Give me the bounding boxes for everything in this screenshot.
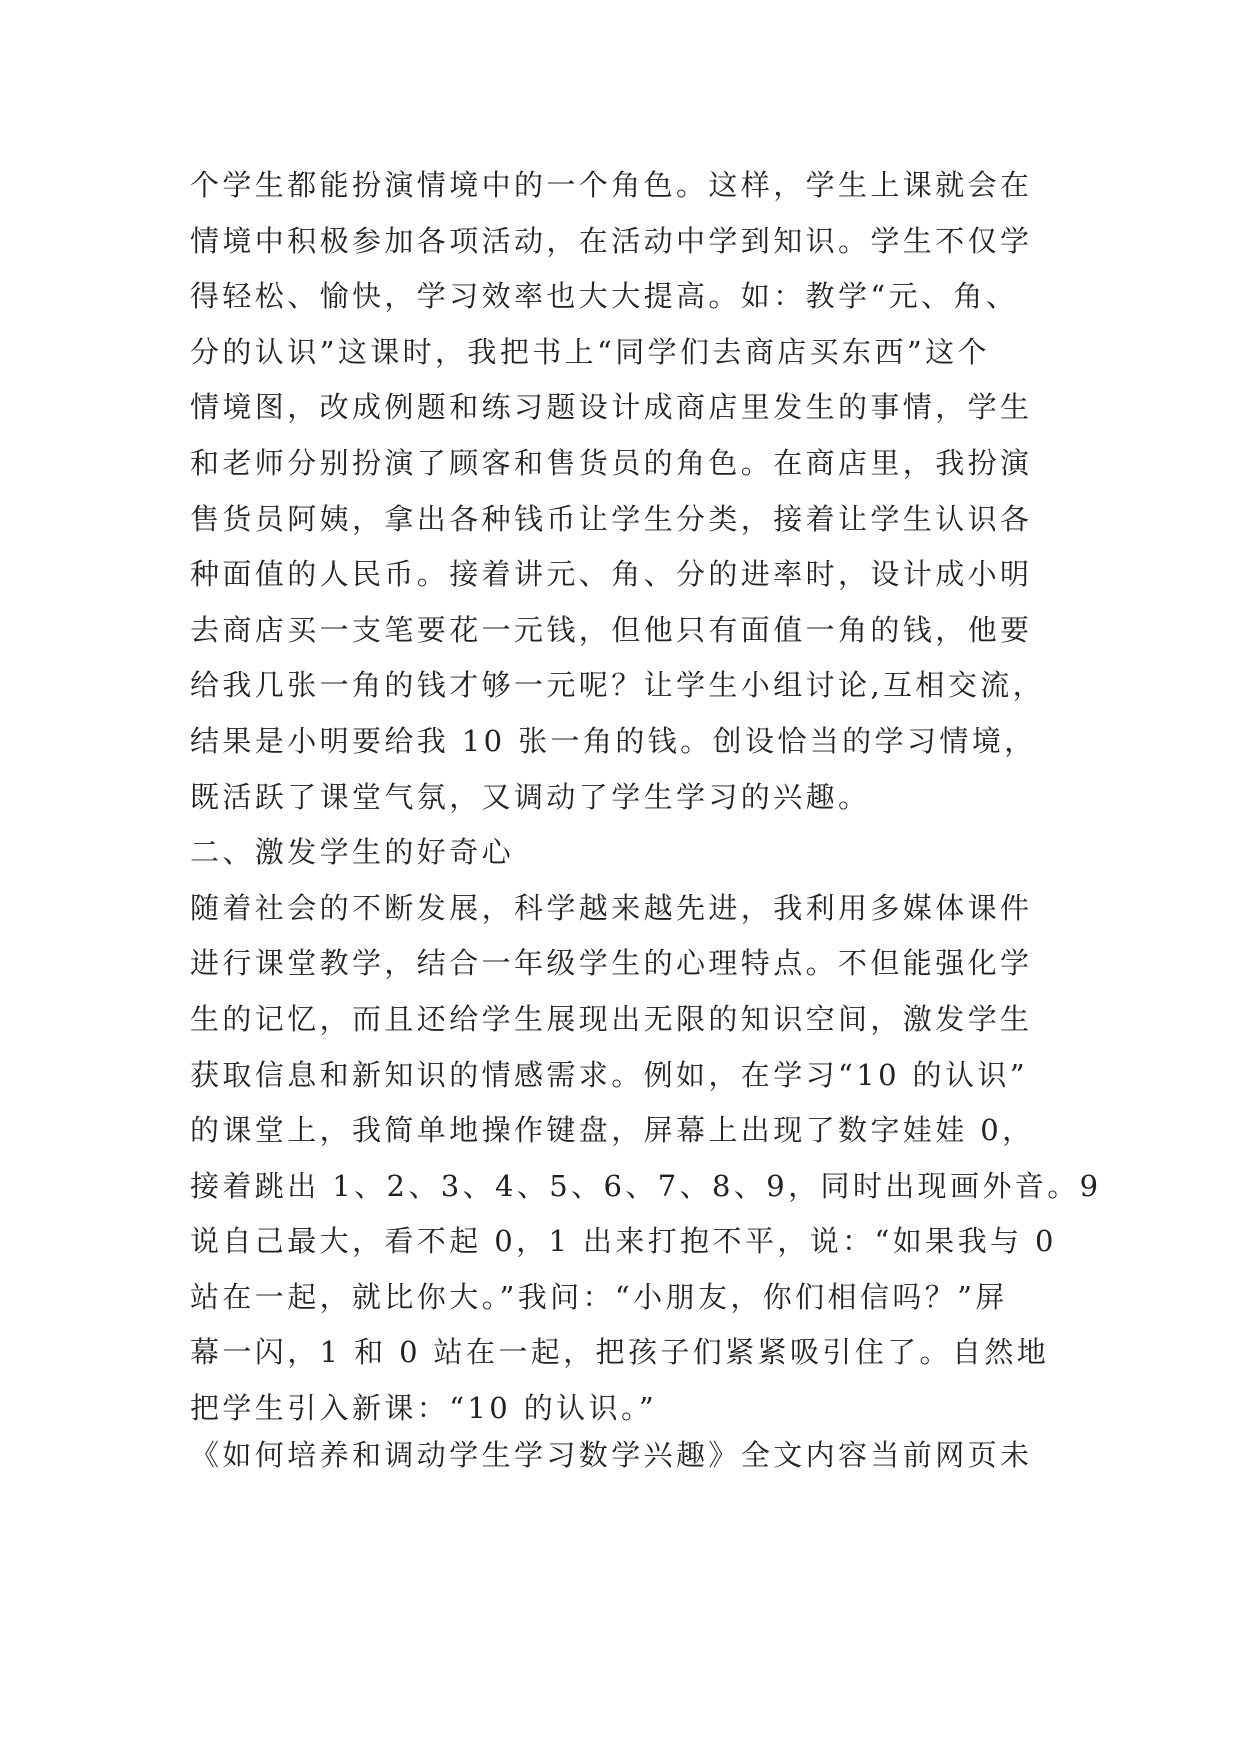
section-heading: 二、激发学生的好奇心 — [190, 835, 515, 870]
text-line-10: 给我几张一角的钱才够一元呢？让学生小组讨论,互相交流， — [190, 668, 1046, 703]
text-line-18: 的课堂上，我简单地操作键盘，屏幕上出现了数字娃娃 0， — [190, 1113, 1035, 1148]
text-line-15: 进行课堂教学，结合一年级学生的心理特点。不但能强化学 — [190, 946, 1033, 981]
text-line-19: 接着跳出 1、2、3、4、5、6、7、8、9，同时出现画外音。9 — [190, 1168, 1102, 1203]
text-line-22: 幕一闪，1 和 0 站在一起，把孩子们紧紧吸引住了。自然地 — [190, 1335, 1050, 1370]
text-line-4: 分的认识”这课时，我把书上“同学们去商店买东西”这个 — [190, 334, 990, 369]
footer-notice: 《如何培养和调动学生学习数学兴趣》全文内容当前网页未 — [190, 1438, 1033, 1472]
text-line-7: 售货员阿姨，拿出各种钱币让学生分类，接着让学生认识各 — [190, 501, 1033, 536]
text-line-23: 把学生引入新课：“10 的认识。” — [190, 1391, 658, 1426]
text-line-17: 获取信息和新知识的情感需求。例如，在学习“10 的认识” — [190, 1057, 1028, 1092]
text-line-8: 种面值的人民币。接着讲元、角、分的进率时，设计成小明 — [190, 557, 1033, 592]
text-line-12: 既活跃了课堂气氛，又调动了学生学习的兴趣。 — [190, 779, 871, 814]
text-line-3: 得轻松、愉快，学习效率也大大提高。如：教学“元、角、 — [190, 279, 1019, 314]
text-line-11: 结果是小明要给我 10 张一角的钱。创设恰当的学习情境， — [190, 723, 1037, 758]
text-line-20: 说自己最大，看不起 0，1 出来打抱不平，说：“如果我与 0 — [190, 1224, 1057, 1259]
text-line-1: 个学生都能扮演情境中的一个角色。这样，学生上课就会在 — [190, 168, 1033, 202]
text-line-9: 去商店买一支笔要花一元钱，但他只有面值一角的钱，他要 — [190, 612, 1033, 647]
body-text — [190, 158, 1102, 1437]
text-line-14: 随着社会的不断发展，科学越来越先进，我利用多媒体课件 — [190, 890, 1033, 925]
text-line-16: 生的记忆，而且还给学生展现出无限的知识空间，激发学生 — [190, 1001, 1033, 1036]
text-line-21: 站在一起，就比你大。”我问：“小朋友，你们相信吗？”屏 — [190, 1279, 1008, 1314]
text-line-5: 情境图，改成例题和练习题设计成商店里发生的事情，学生 — [190, 390, 1033, 425]
text-line-2: 情境中积极参加各项活动，在活动中学到知识。学生不仅学 — [190, 223, 1033, 258]
text-line-6: 和老师分别扮演了顾客和售货员的角色。在商店里，我扮演 — [190, 445, 1033, 480]
